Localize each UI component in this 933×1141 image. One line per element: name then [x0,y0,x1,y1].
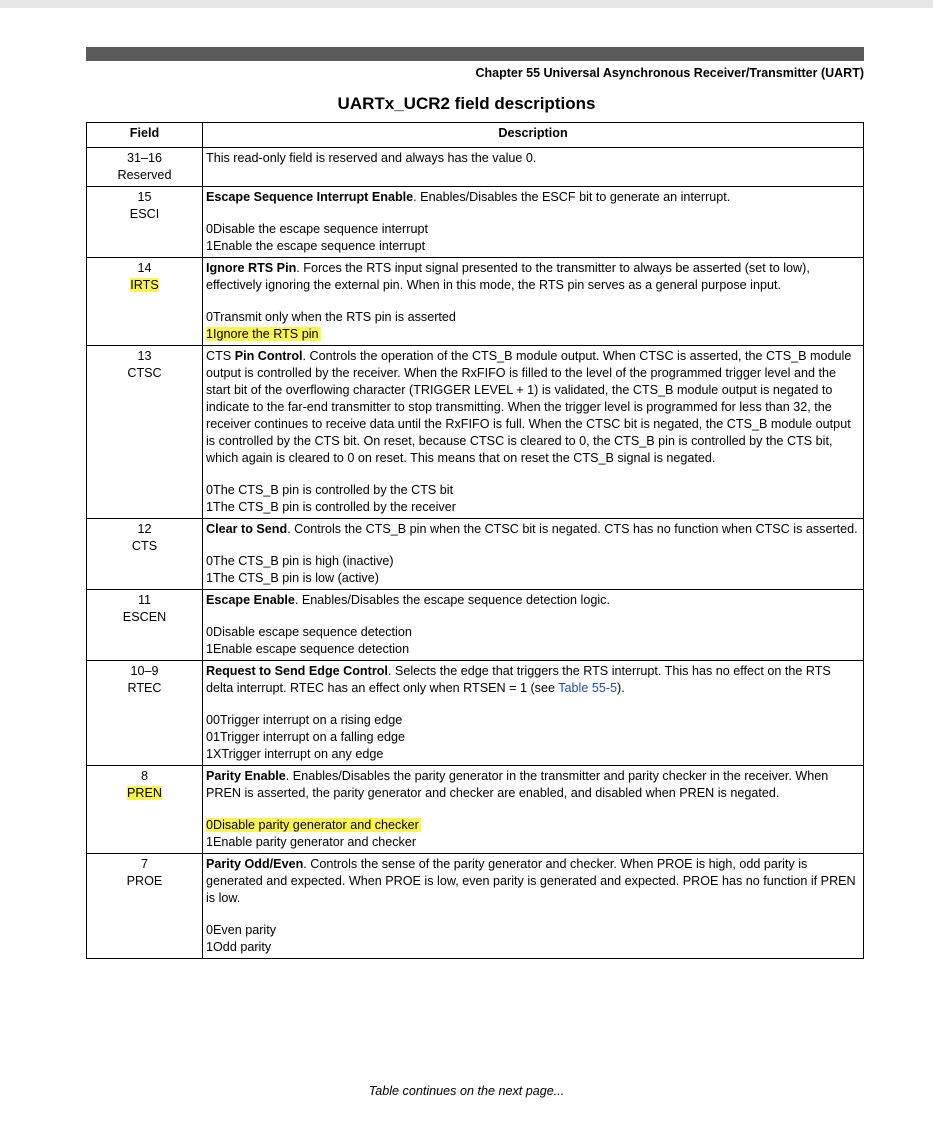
value-option [206,746,860,763]
option-text: Trigger interrupt on any edge [221,747,384,761]
description-body: . Forces the RTS input signal presented to the transmitter to always be asserted (set to low), effectively ignoring the external pin. When in this mode, the RTS pin serves as a general purpose input. [206,261,810,292]
option-value: 1 [206,239,214,253]
value-option [206,834,860,851]
description-text [206,260,860,294]
description-cell [203,661,864,766]
option-text: The CTS_B pin is controlled by the receiver [213,500,456,514]
option-text: Ignore the RTS pin [213,327,319,341]
description-lead: Escape Sequence Interrupt Enable [206,190,414,204]
table-row [87,346,864,519]
field-cell [87,148,203,187]
field-cell [87,187,203,258]
option-value: 1X [206,747,222,761]
option-text: Disable the escape sequence interrupt [213,222,428,236]
description-text [206,150,860,167]
field-name: ESCEN [122,610,167,624]
option-text: The CTS_B pin is low (active) [213,571,379,585]
option-text: Transmit only when the RTS pin is asserted [213,310,456,324]
value-option [206,624,860,641]
value-option [206,939,860,956]
option-text: Enable escape sequence detection [213,642,410,656]
option-value: 1 [206,940,214,954]
table-title: UARTx_UCR2 field descriptions [337,94,596,113]
field-name: Reserved [117,168,172,182]
description-body: . Enables/Disables the escape sequence detection logic. [294,593,610,607]
field-cell [87,258,203,346]
description-cell [203,148,864,187]
option-value: 0 [206,310,214,324]
option-value: 0 [206,483,214,497]
option-value: 0 [206,625,214,639]
field-name: PREN [127,786,162,800]
field-bits: 13 [137,349,152,363]
value-option [206,922,860,939]
field-name: RTEC [127,681,162,695]
option-text: Disable escape sequence detection [213,625,412,639]
option-text: Odd parity [213,940,272,954]
value-option [206,712,860,729]
option-text: Enable parity generator and checker [213,835,417,849]
value-option [206,729,860,746]
description-lead: Escape Enable [206,593,295,607]
description-cell [203,854,864,959]
table-row [87,187,864,258]
description-lead: Ignore RTS Pin [206,261,297,275]
value-option [206,553,860,570]
description-body: . Controls the operation of the CTS_B module output. When CTSC is asserted, the CTS_B module output is controlled by the receiver. When the RxFIFO is filled to the level of the programmed trigger level and the start bit of the overflowing character (TRIGGER LEVEL + 1) is validated, the CTS_B module output is negated to indicate to the far-end transmitter to stop transmitting. When the trigger level is programmed for less than 32, the receiver continues to receive data until the RxFIFO is full. When the CTSC bit is negated, the CTS_B module output is controlled by the CTS bit. On reset, because CTSC is cleared to 0, the CTS_B pin is controlled by the CTS bit, which again is cleared to 0 on reset. This means that on reset the CTS_B signal is negated. [206,349,852,465]
field-bits: 7 [140,857,148,871]
value-option [206,499,860,516]
description-cell [203,519,864,590]
document-page [0,8,933,1141]
description-body: . Enables/Disables the ESCF bit to generate an interrupt. [413,190,731,204]
option-text: Trigger interrupt on a falling edge [220,730,406,744]
field-cell [87,854,203,959]
value-option [206,326,860,343]
table-row [87,519,864,590]
value-option [206,482,860,499]
table-row [87,148,864,187]
option-value: 1 [206,642,214,656]
value-option [206,570,860,587]
description-lead: Pin Control [234,349,303,363]
column-header-field: Field [87,123,203,148]
description-cell [203,590,864,661]
description-text [206,663,860,697]
field-descriptions-table [86,122,864,959]
field-name: ESCI [129,207,160,221]
field-name: CTS [131,539,158,553]
field-bits: 31–16 [126,151,163,165]
value-option [206,221,860,238]
table-body [87,148,864,959]
description-text [206,768,860,802]
description-lead: Parity Odd/Even [206,857,304,871]
value-option [206,309,860,326]
option-text: The CTS_B pin is controlled by the CTS bit [213,483,454,497]
description-text [206,189,860,206]
description-text [206,521,860,538]
description-body: . Controls the CTS_B pin when the CTSC bit is negated. CTS has no function when CTSC is asserted. [287,522,858,536]
description-body: . Controls the sense of the parity generator and checker. When PROE is high, odd parity is generated and expected. When PROE is low, even parity is generated and expected. PROE has no function if PREN is low. [206,857,856,905]
option-value: 0 [206,554,214,568]
option-text: Enable the escape sequence interrupt [213,239,426,253]
field-cell [87,766,203,854]
field-bits: 11 [137,593,152,607]
table-row [87,661,864,766]
option-value: 1 [206,327,214,341]
value-option [206,817,860,834]
table-header-row [87,123,864,148]
table-row [87,258,864,346]
option-value: 1 [206,571,214,585]
description-body-end: ). [617,681,625,695]
description-body: . Selects the edge that triggers the RTS interrupt. This has no effect on the RTS delta interrupt. RTEC has an effect only when RTSEN = 1 (see [206,664,831,695]
table-row [87,854,864,959]
description-text [206,348,860,467]
option-value: 1 [206,835,214,849]
field-cell [87,346,203,519]
option-value: 0 [206,222,214,236]
description-lead: Clear to Send [206,522,288,536]
field-bits: 14 [137,261,152,275]
option-text: Even parity [213,923,277,937]
description-text [206,592,860,609]
value-option [206,641,860,658]
field-name: CTSC [127,366,162,380]
field-bits: 8 [140,769,148,783]
description-body: This read-only field is reserved and always has the value 0. [206,151,537,165]
table-row [87,766,864,854]
option-value: 0 [206,923,214,937]
table-reference-link[interactable]: Table 55-5 [558,681,618,695]
field-name: PROE [126,874,163,888]
field-bits: 15 [137,190,152,204]
continuation-note: Table continues on the next page... [368,1084,565,1098]
option-text: Trigger interrupt on a rising edge [220,713,403,727]
table-row [87,590,864,661]
field-name: IRTS [130,278,159,292]
description-cell [203,258,864,346]
option-value: 0 [206,818,214,832]
description-cell [203,346,864,519]
description-cell [203,187,864,258]
description-cell [203,766,864,854]
option-text: The CTS_B pin is high (inactive) [213,554,394,568]
option-text: Disable parity generator and checker [213,818,419,832]
field-bits: 12 [137,522,152,536]
chapter-heading: Chapter 55 Universal Asynchronous Receiver/Transmitter (UART) [475,66,864,80]
field-cell [87,590,203,661]
description-body: . Enables/Disables the parity generator in the transmitter and parity checker in the receiver. When PREN is asserted, the parity generator and checker are enabled, and disabled when PREN is negated. [206,769,829,800]
description-lead: Request to Send Edge Control [206,664,388,678]
option-value: 1 [206,500,214,514]
description-lead-plain: CTS [206,349,235,363]
option-value: 00 [206,713,221,727]
value-option [206,238,860,255]
description-lead: Parity Enable [206,769,286,783]
field-cell [87,519,203,590]
header-bar [86,47,864,61]
column-header-description: Description [203,123,864,148]
field-bits: 10–9 [130,664,159,678]
description-text [206,856,860,907]
field-cell [87,661,203,766]
option-value: 01 [206,730,221,744]
